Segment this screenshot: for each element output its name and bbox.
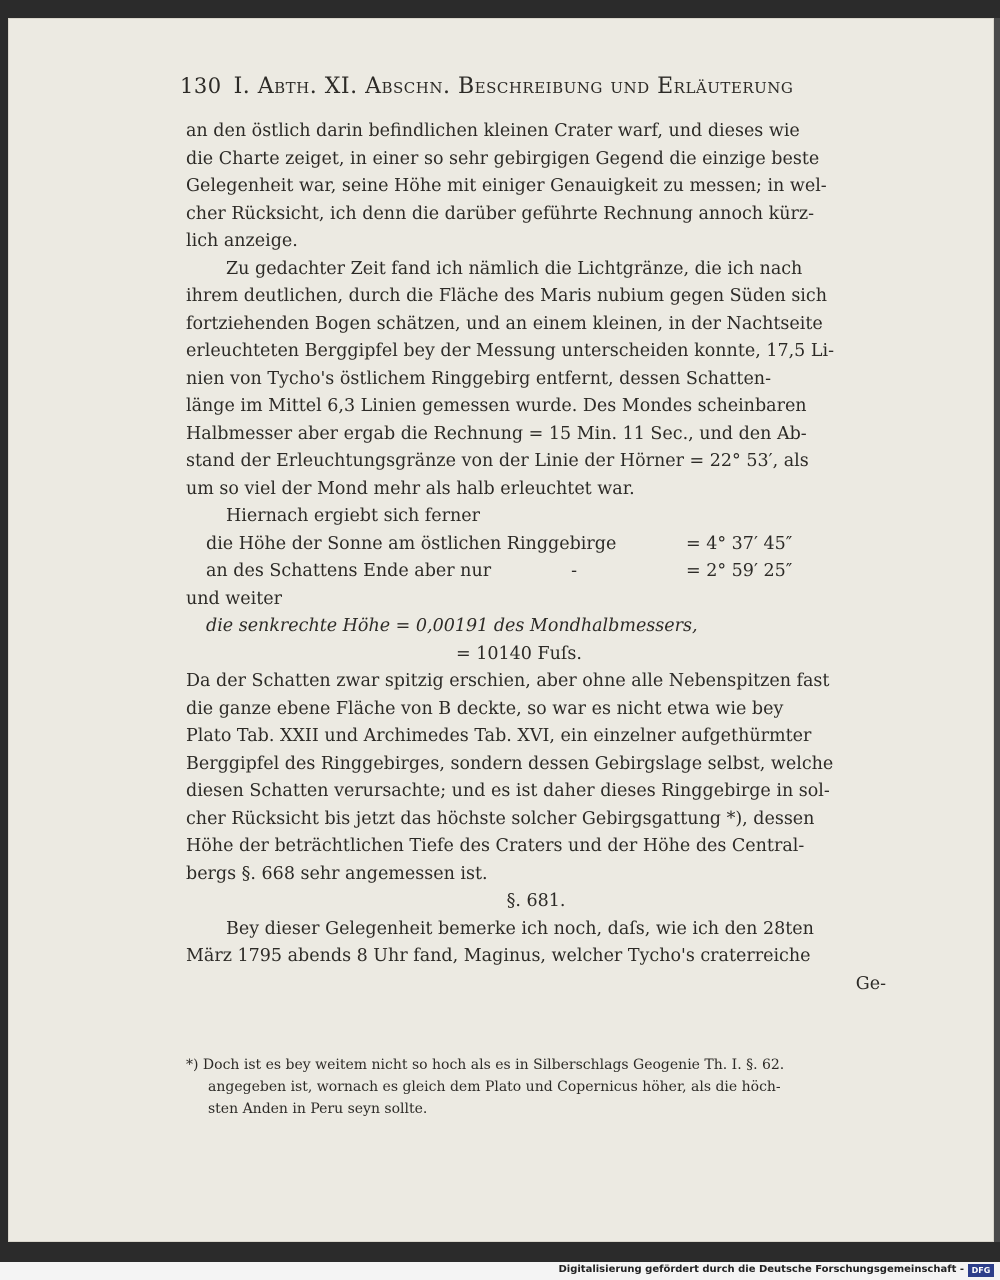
text-line: länge im Mittel 6,3 Linien gemessen wurde. Des Mondes scheinbaren	[186, 396, 807, 416]
book-spine-edge	[994, 18, 1000, 1242]
text-line: cher Rücksicht bis jetzt das höchste solcher Gebirgsgattung *), dessen	[186, 808, 815, 829]
text-line: die ganze ebene Fläche von B deckte, so war es nicht etwa wie bey	[186, 698, 784, 719]
equation-shadow-end	[186, 558, 886, 586]
text-line: Da der Schatten zwar spitzig erschien, aber ohne alle Nebenspitzen fast	[186, 671, 830, 691]
text-line: erleuchteten Berggipfel bey der Messung unterscheiden konnte, 17,5 Li-	[186, 341, 834, 361]
footnote	[186, 1054, 886, 1120]
text-line: Halbmesser aber ergab die Rechnung = 15 Min. 11 Sec., und den Ab-	[186, 423, 807, 444]
section-heading: §. 681.	[506, 891, 566, 911]
text-line: an den östlich darin befindlichen kleinen Crater warf, und dieses wie	[186, 121, 800, 141]
text-line: nien von Tycho's östlichem Ringgebirg entfernt, dessen Schatten-	[186, 368, 771, 389]
text-line: stand der Erleuchtungsgränze von der Linie der Hörner = 22° 53′, als	[186, 451, 809, 471]
text-line: fortziehenden Bogen schätzen, und an einem kleinen, in der Nachtseite	[186, 313, 823, 334]
text-line: um so viel der Mond mehr als halb erleuchtet war.	[186, 478, 635, 499]
paragraph-1	[186, 118, 886, 256]
text-line: cher Rücksicht, ich denn die darüber geführte Rechnung annoch kürz-	[186, 203, 814, 224]
dfg-logo: DFG	[968, 1264, 994, 1277]
text-line: lich anzeige.	[186, 231, 298, 251]
footnote-line: angegeben ist, wornach es gleich dem Plato und Copernicus höher, als die höch-	[208, 1079, 781, 1095]
footnote-line: *) Doch ist es bey weitem nicht so hoch als es in Silberschlags Geogenie Th. I. §. 62.	[186, 1057, 785, 1073]
text-line: Bey dieser Gelegenheit bemerke ich noch, daſs, wie ich den 28ten	[226, 918, 814, 939]
equation-dash: -	[571, 561, 578, 581]
text-line: Zu gedachter Zeit fand ich nämlich die Lichtgränze, die ich nach	[226, 258, 803, 279]
running-header	[180, 74, 880, 99]
text-line: Gelegenheit war, seine Höhe mit einiger Genauigkeit zu messen; in wel-	[186, 176, 827, 196]
text-line: Höhe der beträchtlichen Tiefe des Craters und der Höhe des Central-	[186, 836, 805, 856]
equation-sun-height	[186, 531, 886, 559]
text-line: Berggipfel des Ringgebirges, sondern dessen Gebirgslage selbst, welche	[186, 753, 834, 774]
text-line: bergs §. 668 sehr angemessen ist.	[186, 863, 488, 884]
equation-label-text: an des Schattens Ende aber nur	[206, 561, 492, 581]
equation-value: = 2° 59′ 25″	[686, 561, 793, 581]
text-line: März 1795 abends 8 Uhr fand, Maginus, welcher Tycho's craterreiche	[186, 946, 811, 966]
equation-vertical-height: die senkrechte Höhe = 0,00191 des Mondhalbmessers,	[206, 616, 698, 636]
main-text	[186, 118, 886, 998]
page-number: 130	[180, 74, 222, 98]
text-line: diesen Schatten verursachte; und es ist daher dieses Ringgebirge in sol-	[186, 781, 830, 801]
footnote-line: sten Anden in Peru seyn sollte.	[208, 1101, 428, 1117]
equation-label: die Höhe der Sonne am östlichen Ringgebirge	[206, 533, 617, 554]
page-paper	[8, 18, 994, 1242]
paragraph-3	[186, 668, 886, 888]
equation-feet: = 10140 Fuſs.	[456, 643, 582, 664]
text-line: Plato Tab. XXII und Archimedes Tab. XVI, ein einzelner aufgethürmter	[186, 726, 812, 746]
equation-value: = 4° 37′ 45″	[686, 533, 793, 554]
catchword: Ge-	[855, 973, 886, 994]
running-title: I. Abth. XI. Abschn. Beschreibung und Erläuterung	[233, 74, 794, 99]
page-content	[8, 18, 994, 1242]
und-weiter: und weiter	[186, 588, 282, 609]
text-line: ihrem deutlichen, durch die Fläche des Maris nubium gegen Süden sich	[186, 286, 827, 306]
intro-line: Hiernach ergiebt sich ferner	[226, 506, 480, 526]
paragraph-4	[186, 916, 886, 971]
text-line: die Charte zeiget, in einer so sehr gebirgigen Gegend die einzige beste	[186, 148, 820, 169]
digitization-credit: Digitalisierung gefördert durch die Deutsche Forschungsgemeinschaft -	[558, 1264, 964, 1275]
equation-label	[186, 558, 686, 586]
paragraph-2	[186, 256, 886, 504]
